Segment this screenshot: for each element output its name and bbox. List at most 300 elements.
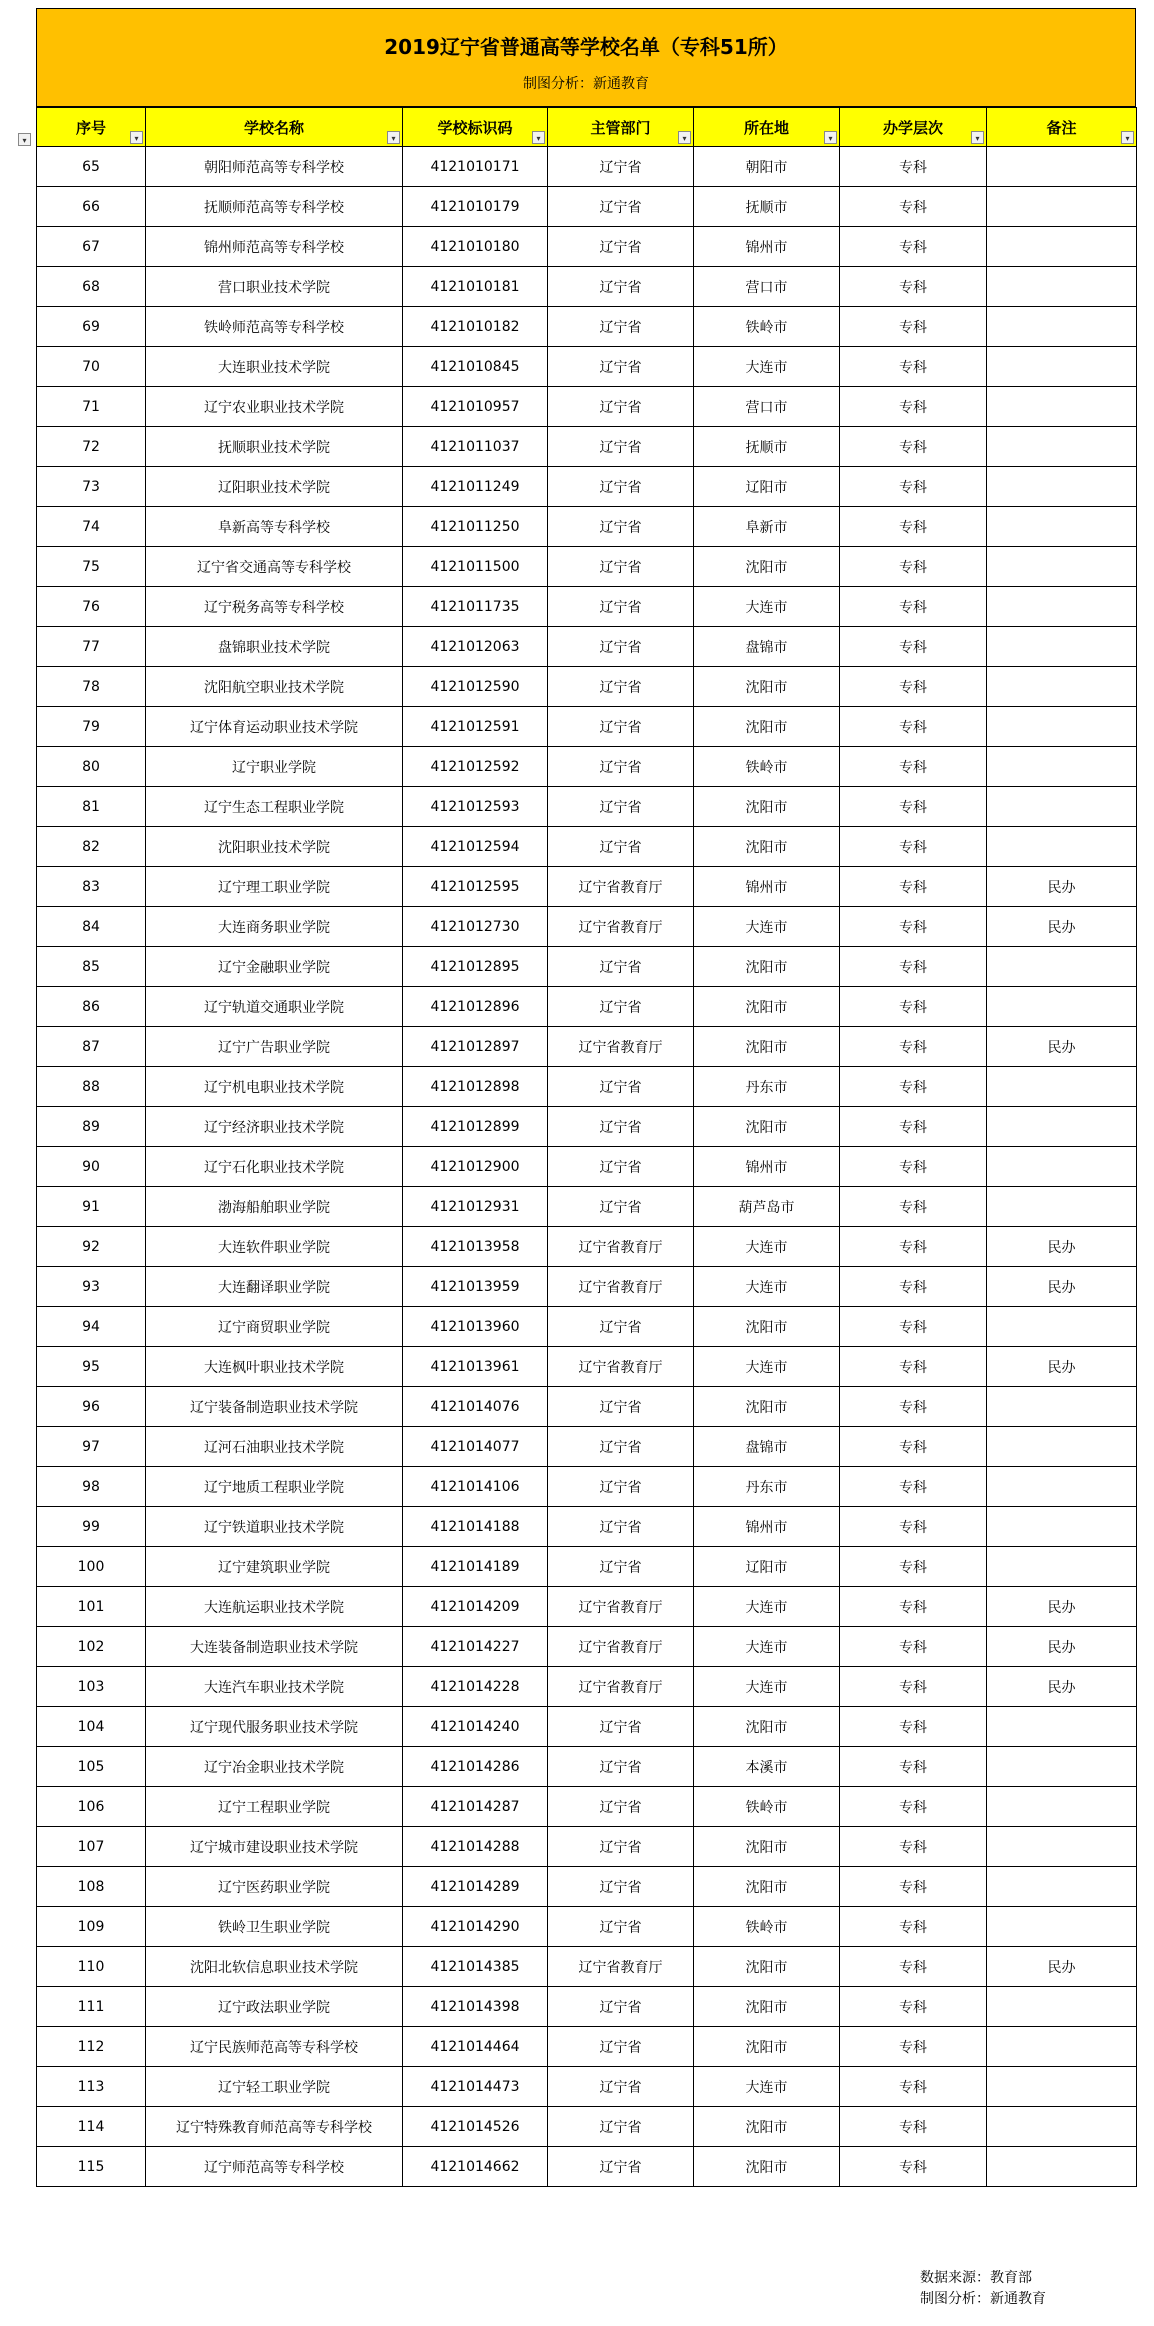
cell-index[interactable]: 101 <box>37 1587 146 1627</box>
cell-level[interactable]: 专科 <box>840 2027 987 2067</box>
cell-school-code[interactable]: 4121010182 <box>403 307 548 347</box>
cell-school-code[interactable]: 4121010957 <box>403 387 548 427</box>
cell-authority[interactable]: 辽宁省 <box>548 787 694 827</box>
cell-school-code[interactable]: 4121011249 <box>403 467 548 507</box>
cell-remark[interactable] <box>987 787 1137 827</box>
cell-level[interactable]: 专科 <box>840 1987 987 2027</box>
cell-school-name[interactable]: 辽宁城市建设职业技术学院 <box>146 1827 403 1867</box>
cell-school-name[interactable]: 沈阳北软信息职业技术学院 <box>146 1947 403 1987</box>
cell-school-name[interactable]: 大连航运职业技术学院 <box>146 1587 403 1627</box>
cell-level[interactable]: 专科 <box>840 227 987 267</box>
cell-index[interactable]: 115 <box>37 2147 146 2187</box>
cell-school-name[interactable]: 辽宁特殊教育师范高等专科学校 <box>146 2107 403 2147</box>
cell-authority[interactable]: 辽宁省 <box>548 587 694 627</box>
cell-index[interactable]: 93 <box>37 1267 146 1307</box>
cell-school-code[interactable]: 4121014473 <box>403 2067 548 2107</box>
cell-level[interactable]: 专科 <box>840 347 987 387</box>
dropdown-filter-icon[interactable]: ▾ <box>824 131 837 144</box>
cell-index[interactable]: 108 <box>37 1867 146 1907</box>
cell-authority[interactable]: 辽宁省教育厅 <box>548 1267 694 1307</box>
cell-school-code[interactable]: 4121012593 <box>403 787 548 827</box>
cell-school-code[interactable]: 4121014106 <box>403 1467 548 1507</box>
cell-school-name[interactable]: 辽宁石化职业技术学院 <box>146 1147 403 1187</box>
cell-location[interactable]: 营口市 <box>694 387 840 427</box>
cell-index[interactable]: 107 <box>37 1827 146 1867</box>
cell-school-name[interactable]: 辽宁工程职业学院 <box>146 1787 403 1827</box>
cell-school-code[interactable]: 4121014287 <box>403 1787 548 1827</box>
cell-authority[interactable]: 辽宁省 <box>548 1987 694 2027</box>
cell-authority[interactable]: 辽宁省 <box>548 1747 694 1787</box>
cell-school-code[interactable]: 4121014076 <box>403 1387 548 1427</box>
cell-authority[interactable]: 辽宁省 <box>548 1387 694 1427</box>
cell-school-name[interactable]: 辽宁税务高等专科学校 <box>146 587 403 627</box>
cell-level[interactable]: 专科 <box>840 1947 987 1987</box>
cell-location[interactable]: 沈阳市 <box>694 1707 840 1747</box>
cell-authority[interactable]: 辽宁省教育厅 <box>548 1587 694 1627</box>
cell-location[interactable]: 沈阳市 <box>694 1107 840 1147</box>
cell-location[interactable]: 沈阳市 <box>694 1307 840 1347</box>
cell-level[interactable]: 专科 <box>840 747 987 787</box>
cell-authority[interactable]: 辽宁省 <box>548 827 694 867</box>
cell-authority[interactable]: 辽宁省 <box>548 947 694 987</box>
cell-authority[interactable]: 辽宁省 <box>548 2067 694 2107</box>
cell-school-code[interactable]: 4121010179 <box>403 187 548 227</box>
cell-authority[interactable]: 辽宁省 <box>548 1147 694 1187</box>
cell-school-code[interactable]: 4121012898 <box>403 1067 548 1107</box>
cell-location[interactable]: 盘锦市 <box>694 1427 840 1467</box>
cell-authority[interactable]: 辽宁省教育厅 <box>548 1227 694 1267</box>
cell-school-code[interactable]: 4121011735 <box>403 587 548 627</box>
cell-school-name[interactable]: 辽宁师范高等专科学校 <box>146 2147 403 2187</box>
cell-school-code[interactable]: 4121011250 <box>403 507 548 547</box>
cell-school-code[interactable]: 4121014385 <box>403 1947 548 1987</box>
cell-authority[interactable]: 辽宁省 <box>548 1707 694 1747</box>
cell-authority[interactable]: 辽宁省 <box>548 227 694 267</box>
cell-level[interactable]: 专科 <box>840 1427 987 1467</box>
cell-school-code[interactable]: 4121012900 <box>403 1147 548 1187</box>
cell-index[interactable]: 105 <box>37 1747 146 1787</box>
cell-index[interactable]: 91 <box>37 1187 146 1227</box>
cell-school-name[interactable]: 辽宁轨道交通职业学院 <box>146 987 403 1027</box>
cell-authority[interactable]: 辽宁省 <box>548 1787 694 1827</box>
cell-school-name[interactable]: 盘锦职业技术学院 <box>146 627 403 667</box>
cell-index[interactable]: 106 <box>37 1787 146 1827</box>
cell-level[interactable]: 专科 <box>840 2147 987 2187</box>
cell-authority[interactable]: 辽宁省 <box>548 347 694 387</box>
cell-authority[interactable]: 辽宁省 <box>548 507 694 547</box>
cell-authority[interactable]: 辽宁省 <box>548 707 694 747</box>
cell-location[interactable]: 沈阳市 <box>694 1387 840 1427</box>
cell-level[interactable]: 专科 <box>840 1027 987 1067</box>
cell-authority[interactable]: 辽宁省 <box>548 1507 694 1547</box>
cell-school-name[interactable]: 铁岭卫生职业学院 <box>146 1907 403 1947</box>
cell-school-name[interactable]: 辽宁冶金职业技术学院 <box>146 1747 403 1787</box>
cell-location[interactable]: 锦州市 <box>694 867 840 907</box>
cell-level[interactable]: 专科 <box>840 1667 987 1707</box>
cell-authority[interactable]: 辽宁省 <box>548 2107 694 2147</box>
cell-location[interactable]: 沈阳市 <box>694 987 840 1027</box>
cell-authority[interactable]: 辽宁省教育厅 <box>548 1947 694 1987</box>
cell-location[interactable]: 沈阳市 <box>694 1867 840 1907</box>
dropdown-filter-icon[interactable]: ▾ <box>678 131 691 144</box>
cell-school-code[interactable]: 4121012590 <box>403 667 548 707</box>
cell-location[interactable]: 抚顺市 <box>694 187 840 227</box>
cell-school-name[interactable]: 沈阳职业技术学院 <box>146 827 403 867</box>
cell-remark[interactable]: 民办 <box>987 1347 1137 1387</box>
cell-school-code[interactable]: 4121014289 <box>403 1867 548 1907</box>
cell-school-code[interactable]: 4121012895 <box>403 947 548 987</box>
cell-location[interactable]: 大连市 <box>694 1667 840 1707</box>
cell-authority[interactable]: 辽宁省教育厅 <box>548 907 694 947</box>
cell-school-code[interactable]: 4121014288 <box>403 1827 548 1867</box>
cell-remark[interactable] <box>987 1827 1137 1867</box>
cell-authority[interactable]: 辽宁省 <box>548 1427 694 1467</box>
cell-index[interactable]: 112 <box>37 2027 146 2067</box>
cell-remark[interactable] <box>987 1547 1137 1587</box>
cell-level[interactable]: 专科 <box>840 707 987 747</box>
cell-school-name[interactable]: 辽宁经济职业技术学院 <box>146 1107 403 1147</box>
cell-location[interactable]: 沈阳市 <box>694 1027 840 1067</box>
cell-authority[interactable]: 辽宁省 <box>548 147 694 187</box>
cell-school-name[interactable]: 辽宁金融职业学院 <box>146 947 403 987</box>
cell-index[interactable]: 72 <box>37 427 146 467</box>
cell-remark[interactable] <box>987 667 1137 707</box>
cell-index[interactable]: 113 <box>37 2067 146 2107</box>
cell-school-code[interactable]: 4121014398 <box>403 1987 548 2027</box>
cell-index[interactable]: 89 <box>37 1107 146 1147</box>
cell-level[interactable]: 专科 <box>840 1787 987 1827</box>
cell-remark[interactable] <box>987 587 1137 627</box>
cell-school-name[interactable]: 大连翻译职业学院 <box>146 1267 403 1307</box>
cell-level[interactable]: 专科 <box>840 1067 987 1107</box>
cell-remark[interactable]: 民办 <box>987 1947 1137 1987</box>
cell-level[interactable]: 专科 <box>840 667 987 707</box>
cell-school-name[interactable]: 辽宁轻工职业学院 <box>146 2067 403 2107</box>
cell-index[interactable]: 85 <box>37 947 146 987</box>
cell-location[interactable]: 锦州市 <box>694 1147 840 1187</box>
cell-school-code[interactable]: 4121014188 <box>403 1507 548 1547</box>
cell-authority[interactable]: 辽宁省 <box>548 187 694 227</box>
column-header-school-code[interactable]: 学校标识码 ▾ <box>403 108 548 147</box>
cell-location[interactable]: 大连市 <box>694 1587 840 1627</box>
cell-index[interactable]: 110 <box>37 1947 146 1987</box>
cell-authority[interactable]: 辽宁省 <box>548 1067 694 1107</box>
cell-level[interactable]: 专科 <box>840 947 987 987</box>
cell-location[interactable]: 辽阳市 <box>694 1547 840 1587</box>
cell-school-code[interactable]: 4121013961 <box>403 1347 548 1387</box>
cell-location[interactable]: 沈阳市 <box>694 2107 840 2147</box>
cell-school-code[interactable]: 4121014464 <box>403 2027 548 2067</box>
cell-index[interactable]: 71 <box>37 387 146 427</box>
cell-school-code[interactable]: 4121010845 <box>403 347 548 387</box>
cell-remark[interactable] <box>987 2107 1137 2147</box>
cell-location[interactable]: 阜新市 <box>694 507 840 547</box>
cell-school-name[interactable]: 大连枫叶职业技术学院 <box>146 1347 403 1387</box>
cell-level[interactable]: 专科 <box>840 1747 987 1787</box>
active-filter-icon[interactable]: ▾ <box>971 131 984 144</box>
cell-school-name[interactable]: 沈阳航空职业技术学院 <box>146 667 403 707</box>
cell-location[interactable]: 葫芦岛市 <box>694 1187 840 1227</box>
cell-school-code[interactable]: 4121012063 <box>403 627 548 667</box>
cell-school-name[interactable]: 辽宁体育运动职业技术学院 <box>146 707 403 747</box>
cell-authority[interactable]: 辽宁省 <box>548 467 694 507</box>
cell-index[interactable]: 96 <box>37 1387 146 1427</box>
cell-school-name[interactable]: 辽宁职业学院 <box>146 747 403 787</box>
cell-level[interactable]: 专科 <box>840 1547 987 1587</box>
cell-index[interactable]: 102 <box>37 1627 146 1667</box>
cell-location[interactable]: 盘锦市 <box>694 627 840 667</box>
cell-location[interactable]: 大连市 <box>694 907 840 947</box>
cell-location[interactable]: 大连市 <box>694 347 840 387</box>
cell-school-name[interactable]: 辽宁省交通高等专科学校 <box>146 547 403 587</box>
cell-index[interactable]: 111 <box>37 1987 146 2027</box>
cell-authority[interactable]: 辽宁省 <box>548 747 694 787</box>
cell-remark[interactable] <box>987 147 1137 187</box>
cell-authority[interactable]: 辽宁省 <box>548 987 694 1027</box>
cell-authority[interactable]: 辽宁省 <box>548 427 694 467</box>
cell-authority[interactable]: 辽宁省 <box>548 2147 694 2187</box>
cell-school-name[interactable]: 大连职业技术学院 <box>146 347 403 387</box>
cell-index[interactable]: 79 <box>37 707 146 747</box>
cell-school-name[interactable]: 渤海船舶职业学院 <box>146 1187 403 1227</box>
cell-level[interactable]: 专科 <box>840 1907 987 1947</box>
cell-index[interactable]: 109 <box>37 1907 146 1947</box>
column-header-level[interactable]: 办学层次 ▾ <box>840 108 987 147</box>
cell-level[interactable]: 专科 <box>840 267 987 307</box>
cell-school-name[interactable]: 阜新高等专科学校 <box>146 507 403 547</box>
cell-authority[interactable]: 辽宁省教育厅 <box>548 1627 694 1667</box>
cell-authority[interactable]: 辽宁省 <box>548 267 694 307</box>
cell-school-name[interactable]: 辽宁现代服务职业技术学院 <box>146 1707 403 1747</box>
column-header-location[interactable]: 所在地 ▾ <box>694 108 840 147</box>
cell-remark[interactable] <box>987 747 1137 787</box>
cell-remark[interactable] <box>987 267 1137 307</box>
cell-remark[interactable] <box>987 1147 1137 1187</box>
cell-location[interactable]: 大连市 <box>694 1227 840 1267</box>
cell-remark[interactable] <box>987 227 1137 267</box>
cell-school-code[interactable]: 4121012592 <box>403 747 548 787</box>
cell-location[interactable]: 丹东市 <box>694 1467 840 1507</box>
cell-level[interactable]: 专科 <box>840 2107 987 2147</box>
dropdown-filter-icon[interactable]: ▾ <box>532 131 545 144</box>
cell-location[interactable]: 营口市 <box>694 267 840 307</box>
cell-location[interactable]: 锦州市 <box>694 227 840 267</box>
cell-location[interactable]: 铁岭市 <box>694 747 840 787</box>
cell-school-code[interactable]: 4121014209 <box>403 1587 548 1627</box>
cell-school-name[interactable]: 辽宁机电职业技术学院 <box>146 1067 403 1107</box>
cell-school-code[interactable]: 4121011500 <box>403 547 548 587</box>
cell-authority[interactable]: 辽宁省教育厅 <box>548 1347 694 1387</box>
cell-level[interactable]: 专科 <box>840 627 987 667</box>
cell-school-code[interactable]: 4121012730 <box>403 907 548 947</box>
cell-remark[interactable] <box>987 1067 1137 1107</box>
cell-remark[interactable] <box>987 1907 1137 1947</box>
cell-location[interactable]: 丹东市 <box>694 1067 840 1107</box>
cell-level[interactable]: 专科 <box>840 547 987 587</box>
cell-level[interactable]: 专科 <box>840 1507 987 1547</box>
cell-authority[interactable]: 辽宁省 <box>548 387 694 427</box>
cell-school-name[interactable]: 辽宁生态工程职业学院 <box>146 787 403 827</box>
cell-remark[interactable] <box>987 187 1137 227</box>
cell-school-name[interactable]: 辽宁装备制造职业技术学院 <box>146 1387 403 1427</box>
cell-school-name[interactable]: 辽宁理工职业学院 <box>146 867 403 907</box>
cell-school-code[interactable]: 4121013959 <box>403 1267 548 1307</box>
cell-level[interactable]: 专科 <box>840 1347 987 1387</box>
cell-index[interactable]: 92 <box>37 1227 146 1267</box>
cell-school-name[interactable]: 抚顺职业技术学院 <box>146 427 403 467</box>
cell-remark[interactable] <box>987 507 1137 547</box>
cell-remark[interactable]: 民办 <box>987 1267 1137 1307</box>
cell-remark[interactable] <box>987 427 1137 467</box>
cell-remark[interactable] <box>987 1107 1137 1147</box>
cell-index[interactable]: 66 <box>37 187 146 227</box>
cell-school-code[interactable]: 4121010171 <box>403 147 548 187</box>
column-header-remark[interactable]: 备注 ▾ <box>987 108 1137 147</box>
cell-location[interactable]: 沈阳市 <box>694 787 840 827</box>
cell-authority[interactable]: 辽宁省教育厅 <box>548 1027 694 1067</box>
cell-level[interactable]: 专科 <box>840 467 987 507</box>
cell-level[interactable]: 专科 <box>840 1827 987 1867</box>
cell-remark[interactable] <box>987 947 1137 987</box>
column-header-school-name[interactable]: 学校名称 ▾ <box>146 108 403 147</box>
cell-school-name[interactable]: 辽宁地质工程职业学院 <box>146 1467 403 1507</box>
cell-index[interactable]: 82 <box>37 827 146 867</box>
cell-school-name[interactable]: 大连软件职业学院 <box>146 1227 403 1267</box>
cell-school-name[interactable]: 大连商务职业学院 <box>146 907 403 947</box>
cell-level[interactable]: 专科 <box>840 867 987 907</box>
cell-index[interactable]: 68 <box>37 267 146 307</box>
cell-school-code[interactable]: 4121012594 <box>403 827 548 867</box>
cell-location[interactable]: 铁岭市 <box>694 1907 840 1947</box>
cell-index[interactable]: 77 <box>37 627 146 667</box>
cell-remark[interactable] <box>987 1187 1137 1227</box>
cell-location[interactable]: 沈阳市 <box>694 827 840 867</box>
cell-index[interactable]: 103 <box>37 1667 146 1707</box>
cell-school-code[interactable]: 4121010181 <box>403 267 548 307</box>
cell-location[interactable]: 铁岭市 <box>694 307 840 347</box>
cell-authority[interactable]: 辽宁省 <box>548 1187 694 1227</box>
cell-level[interactable]: 专科 <box>840 987 987 1027</box>
cell-school-code[interactable]: 4121014228 <box>403 1667 548 1707</box>
cell-school-code[interactable]: 4121010180 <box>403 227 548 267</box>
cell-remark[interactable] <box>987 1707 1137 1747</box>
cell-remark[interactable] <box>987 1787 1137 1827</box>
cell-school-name[interactable]: 辽宁商贸职业学院 <box>146 1307 403 1347</box>
cell-authority[interactable]: 辽宁省 <box>548 1547 694 1587</box>
cell-index[interactable]: 70 <box>37 347 146 387</box>
cell-location[interactable]: 本溪市 <box>694 1747 840 1787</box>
cell-authority[interactable]: 辽宁省 <box>548 1307 694 1347</box>
cell-location[interactable]: 抚顺市 <box>694 427 840 467</box>
cell-school-code[interactable]: 4121012897 <box>403 1027 548 1067</box>
cell-remark[interactable] <box>987 1987 1137 2027</box>
cell-index[interactable]: 74 <box>37 507 146 547</box>
cell-level[interactable]: 专科 <box>840 1627 987 1667</box>
cell-school-code[interactable]: 4121012931 <box>403 1187 548 1227</box>
cell-level[interactable]: 专科 <box>840 507 987 547</box>
cell-school-code[interactable]: 4121013958 <box>403 1227 548 1267</box>
cell-school-name[interactable]: 大连汽车职业技术学院 <box>146 1667 403 1707</box>
cell-level[interactable]: 专科 <box>840 387 987 427</box>
cell-index[interactable]: 65 <box>37 147 146 187</box>
cell-authority[interactable]: 辽宁省教育厅 <box>548 1667 694 1707</box>
cell-authority[interactable]: 辽宁省 <box>548 2027 694 2067</box>
cell-remark[interactable]: 民办 <box>987 867 1137 907</box>
cell-index[interactable]: 87 <box>37 1027 146 1067</box>
cell-level[interactable]: 专科 <box>840 147 987 187</box>
cell-remark[interactable] <box>987 1747 1137 1787</box>
cell-level[interactable]: 专科 <box>840 787 987 827</box>
cell-remark[interactable] <box>987 987 1137 1027</box>
cell-authority[interactable]: 辽宁省 <box>548 667 694 707</box>
cell-location[interactable]: 大连市 <box>694 2067 840 2107</box>
cell-remark[interactable] <box>987 347 1137 387</box>
cell-location[interactable]: 铁岭市 <box>694 1787 840 1827</box>
cell-remark[interactable] <box>987 827 1137 867</box>
cell-school-name[interactable]: 抚顺师范高等专科学校 <box>146 187 403 227</box>
cell-index[interactable]: 78 <box>37 667 146 707</box>
cell-location[interactable]: 大连市 <box>694 1267 840 1307</box>
cell-authority[interactable]: 辽宁省 <box>548 1827 694 1867</box>
cell-school-name[interactable]: 辽宁民族师范高等专科学校 <box>146 2027 403 2067</box>
cell-school-name[interactable]: 锦州师范高等专科学校 <box>146 227 403 267</box>
cell-school-code[interactable]: 4121014077 <box>403 1427 548 1467</box>
cell-remark[interactable]: 民办 <box>987 1667 1137 1707</box>
cell-level[interactable]: 专科 <box>840 1187 987 1227</box>
cell-remark[interactable] <box>987 1467 1137 1507</box>
cell-remark[interactable] <box>987 707 1137 747</box>
cell-index[interactable]: 94 <box>37 1307 146 1347</box>
cell-level[interactable]: 专科 <box>840 827 987 867</box>
cell-school-code[interactable]: 4121012896 <box>403 987 548 1027</box>
cell-authority[interactable]: 辽宁省 <box>548 1107 694 1147</box>
column-header-authority[interactable]: 主管部门 ▾ <box>548 108 694 147</box>
cell-school-name[interactable]: 营口职业技术学院 <box>146 267 403 307</box>
cell-school-code[interactable]: 4121014189 <box>403 1547 548 1587</box>
cell-remark[interactable] <box>987 2027 1137 2067</box>
cell-location[interactable]: 大连市 <box>694 587 840 627</box>
cell-index[interactable]: 99 <box>37 1507 146 1547</box>
cell-school-name[interactable]: 铁岭师范高等专科学校 <box>146 307 403 347</box>
cell-school-name[interactable]: 辽宁建筑职业学院 <box>146 1547 403 1587</box>
cell-remark[interactable] <box>987 1867 1137 1907</box>
cell-location[interactable]: 沈阳市 <box>694 2147 840 2187</box>
cell-level[interactable]: 专科 <box>840 1387 987 1427</box>
cell-index[interactable]: 75 <box>37 547 146 587</box>
cell-school-code[interactable]: 4121014240 <box>403 1707 548 1747</box>
cell-location[interactable]: 大连市 <box>694 1627 840 1667</box>
cell-level[interactable]: 专科 <box>840 587 987 627</box>
cell-school-code[interactable]: 4121012591 <box>403 707 548 747</box>
cell-index[interactable]: 100 <box>37 1547 146 1587</box>
cell-location[interactable]: 沈阳市 <box>694 1987 840 2027</box>
cell-remark[interactable] <box>987 307 1137 347</box>
cell-index[interactable]: 81 <box>37 787 146 827</box>
cell-remark[interactable] <box>987 1387 1137 1427</box>
cell-school-code[interactable]: 4121014227 <box>403 1627 548 1667</box>
cell-location[interactable]: 锦州市 <box>694 1507 840 1547</box>
cell-school-name[interactable]: 辽宁农业职业技术学院 <box>146 387 403 427</box>
cell-index[interactable]: 84 <box>37 907 146 947</box>
cell-level[interactable]: 专科 <box>840 1147 987 1187</box>
dropdown-filter-icon[interactable]: ▾ <box>387 131 400 144</box>
cell-index[interactable]: 76 <box>37 587 146 627</box>
cell-school-code[interactable]: 4121013960 <box>403 1307 548 1347</box>
cell-level[interactable]: 专科 <box>840 1227 987 1267</box>
cell-index[interactable]: 73 <box>37 467 146 507</box>
cell-remark[interactable] <box>987 627 1137 667</box>
cell-authority[interactable]: 辽宁省 <box>548 627 694 667</box>
